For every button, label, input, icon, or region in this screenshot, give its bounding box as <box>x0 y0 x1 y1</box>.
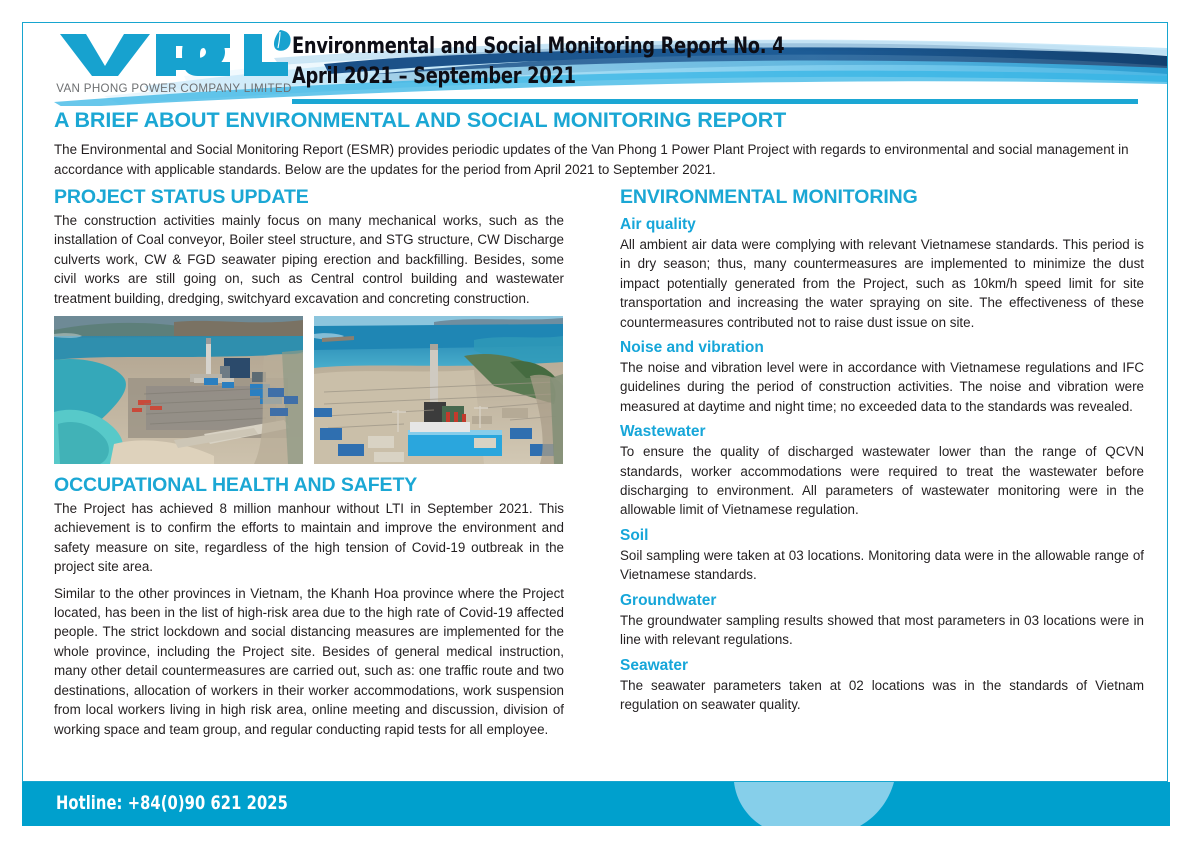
page-content <box>24 108 1167 780</box>
site-photo-1-image <box>54 316 303 464</box>
intro-section <box>54 108 1144 180</box>
site-photo-2-image <box>314 316 563 464</box>
topic-text-soil: Soil sampling were taken at 03 locations. Monitoring data were in the allowable range of Vietnamese standards. <box>620 547 1144 583</box>
hotline-text: Hotline: +84(0)90 621 2025 <box>56 792 288 814</box>
report-title-line1: Environmental and Social Monitoring Report No. 4 <box>292 33 785 59</box>
topic-title-air-quality: Air quality <box>620 216 696 233</box>
vpcl-logo-icon <box>56 28 292 80</box>
project-photos <box>54 316 564 464</box>
project-status-heading: PROJECT STATUS UPDATE <box>54 186 309 208</box>
intro-paragraph: The Environmental and Social Monitoring Report (ESMR) provides periodic updates of the Van Phong 1 Power Plant Project with regards to environmental and social management in accordance with applicable standards. Below are the updates for the period from April 2021 to September 2021. <box>54 142 1129 177</box>
topic-text-seawater: The seawater parameters taken at 02 locations was in the standards of Vietnam regulation on seawater quality. <box>620 677 1144 712</box>
intro-heading: A BRIEF ABOUT ENVIRONMENTAL AND SOCIAL MONITORING REPORT <box>54 108 787 132</box>
environmental-monitoring-heading: ENVIRONMENTAL MONITORING <box>620 186 918 208</box>
project-status-paragraph: The construction activities mainly focus on many mechanical works, such as the installation of Coal conveyor, Boiler steel structure, and STG structure, CW Discharge culverts work, CW & FGD seawater piping erection and backfilling. Besides, some civil works are still going on, such as Central control building and wastewater treatment building, dredging, switchyard excavation and concreting construction. <box>54 213 564 306</box>
right-column <box>620 186 1144 721</box>
topic-title-soil: Soil <box>620 526 649 544</box>
topic-title-seawater: Seawater <box>620 656 689 674</box>
topic-text-wastewater: To ensure the quality of discharged wastewater lower than the range of QCVN standards, worker accommodations were required to treat the wastewater before discharging to environment. All parameters of wastewater monitoring were in the allowable limit of Vietnamese regulation. <box>620 444 1144 518</box>
site-photo-1 <box>54 316 303 464</box>
topic-title-noise-and-vibration: Noise and vibration <box>620 339 764 357</box>
ohs-paragraph-1: The Project has achieved 8 million manhour without LTI in September 2021. This achievement is to confirm the efforts to maintain and improve the environment and safety measure on site, regardless of the high tension of Covid-19 outbreak in the project site area. <box>54 501 564 575</box>
topic-text-groundwater: The groundwater sampling results showed that most parameters in 03 locations were in line with relevant regulations. <box>620 612 1144 648</box>
company-name-subtitle: VAN PHONG POWER COMPANY LIMITED <box>56 82 292 95</box>
topic-title-wastewater: Wastewater <box>620 423 706 441</box>
topic-text-air-quality: All ambient air data were complying with relevant Vietnamese standards. This period is in dry season; thus, many countermeasures are implemented to minimize the dust impact potentially generated from the Project, such as 10km/h speed limit for site transportation and increasing the water spraying on site. The effectiveness of these countermeasures contributed not to raise dust issue on site. <box>620 237 1144 330</box>
page-header <box>24 24 1167 106</box>
topic-text-noise-and-vibration: The noise and vibration level were in accordance with Vietnamese regulations and IFC guidelines during the period of construction activities. The noise and vibration were measured at daytime and night time; no exceeded data to the standards was revealed. <box>620 360 1144 414</box>
header-divider-rule <box>292 99 1138 104</box>
page-footer <box>22 782 1170 826</box>
topic-title-groundwater: Groundwater <box>620 591 717 609</box>
ohs-paragraph-2: Similar to the other provinces in Vietnam, the Khanh Hoa province where the Project located, has been in the list of high-risk area due to the high rate of Covid-19 affected people. The strict lockdown and social distancing measures are implemented for the whole province, including the Project site. Besides of general medical instruction, many other detail countermeasures are carried out, such as: one traffic route and two destinations, allocation of workers in their worker accommodations, work suspension from local workers living in high risk area, online meeting and discussion, division of working space and team group, and regular conducting rapid tests for all employee. <box>54 585 564 737</box>
ohs-heading: OCCUPATIONAL HEALTH AND SAFETY <box>54 474 418 497</box>
report-title <box>292 31 812 91</box>
left-column <box>54 186 564 746</box>
report-title-line2: April 2021 – September 2021 <box>292 63 576 89</box>
company-logo <box>56 28 296 95</box>
site-photo-2 <box>314 316 563 464</box>
